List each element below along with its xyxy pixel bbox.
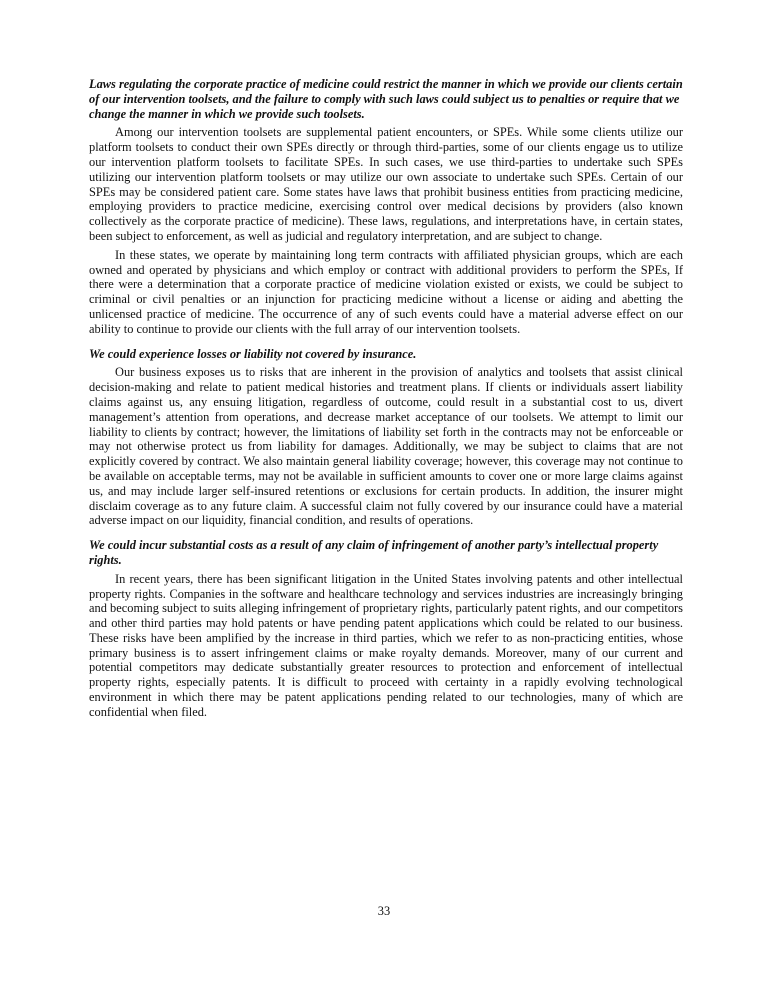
- body-paragraph: In recent years, there has been significant litigation in the United States involving patents and other intellectual property rights. Companies in the software and healthcare technology and services industries are increasingly bringing and becoming subject to suits alleging infringement of proprietary rights, particularly patent rights, and our competitors and other third parties may hold patents or have pending patent applications which could be related to our business. These risks have been amplified by the increase in third parties, which we refer to as non-practicing entities, whose primary business is to assert infringement claims or make royalty demands. Moreover, many of our current and potential competitors may dedicate substantially greater resources to protection and enforcement of intellectual property rights, especially patents. It is difficult to proceed with certainty in a rapidly evolving technological environment in which there may be patent applications pending related to our technologies, many of which are confidential when filed.: [89, 571, 683, 719]
- risk-section-corporate-practice: [89, 77, 683, 337]
- body-paragraph: Among our intervention toolsets are supplemental patient encounters, or SPEs. While some clients utilize our platform toolsets to conduct their own SPEs directly or through third-parties, some of our clients engage us to utilize our intervention platform toolsets to facilitate SPEs. In such cases, we use third-parties to undertake such SPEs utilizing our intervention platform toolsets or may utilize our own associate to undertake such SPEs. Certain of our SPEs may be considered patient care. Some states have laws that prohibit business entities from practicing medicine, employing providers to practice medicine, exercising control over medical decisions by providers (also known collectively as the corporate practice of medicine). These laws, regulations, and interpretations have, in certain states, been subject to enforcement, as well as judicial and regulatory interpretation, and are subject to change.: [89, 125, 683, 243]
- body-paragraph: Our business exposes us to risks that are inherent in the provision of analytics and toolsets that assist clinical decision-making and relate to patient medical histories and treatment plans. If clients or individuals assert liability claims against us, any ensuing litigation, regardless of outcome, could result in a substantial cost to us, divert management’s attention from operations, and decrease market acceptance of our toolsets. We attempt to limit our liability to clients by contract; however, the limitations of liability set forth in the contracts may not be enforceable or may not otherwise protect us from liability for damages. Additionally, we may be subject to claims that are not explicitly covered by contract. We also maintain general liability coverage; however, this coverage may not continue to be available on acceptable terms, may not be available in sufficient amounts to cover one or more large claims against us, and may include larger self-insured retentions or exclusions for certain products. In addition, the insurer might disclaim coverage as to any future claim. A successful claim not fully covered by our insurance could have a material adverse impact on our liquidity, financial condition, and results of operations.: [89, 365, 683, 528]
- section-heading: We could incur substantial costs as a result of any claim of infringement of another party’s intellectual property rights.: [89, 538, 659, 567]
- risk-section-ip-infringement: [89, 538, 683, 720]
- risk-section-insurance: [89, 347, 683, 529]
- section-heading: Laws regulating the corporate practice of medicine could restrict the manner in which we provide our clients certain of our intervention toolsets, and the failure to comply with such laws could subject us to penalties or require that we change the manner in which we provide such toolsets.: [89, 77, 683, 121]
- body-paragraph: In these states, we operate by maintaining long term contracts with affiliated physician groups, which are each owned and operated by physicians and which employ or contract with additional providers to perform the SPEs, If there were a determination that a corporate practice of medicine violation existed or exists, we could be subject to criminal or civil penalties or an injunction for practicing medicine without a license or aiding and abetting the unlicensed practice of medicine. The occurrence of any of such events could have a material adverse effect on our ability to continue to provide our clients with the full array of our intervention toolsets.: [89, 247, 683, 336]
- section-heading: We could experience losses or liability not covered by insurance.: [89, 346, 417, 361]
- document-page: [89, 77, 683, 720]
- page-number: 33: [377, 904, 391, 918]
